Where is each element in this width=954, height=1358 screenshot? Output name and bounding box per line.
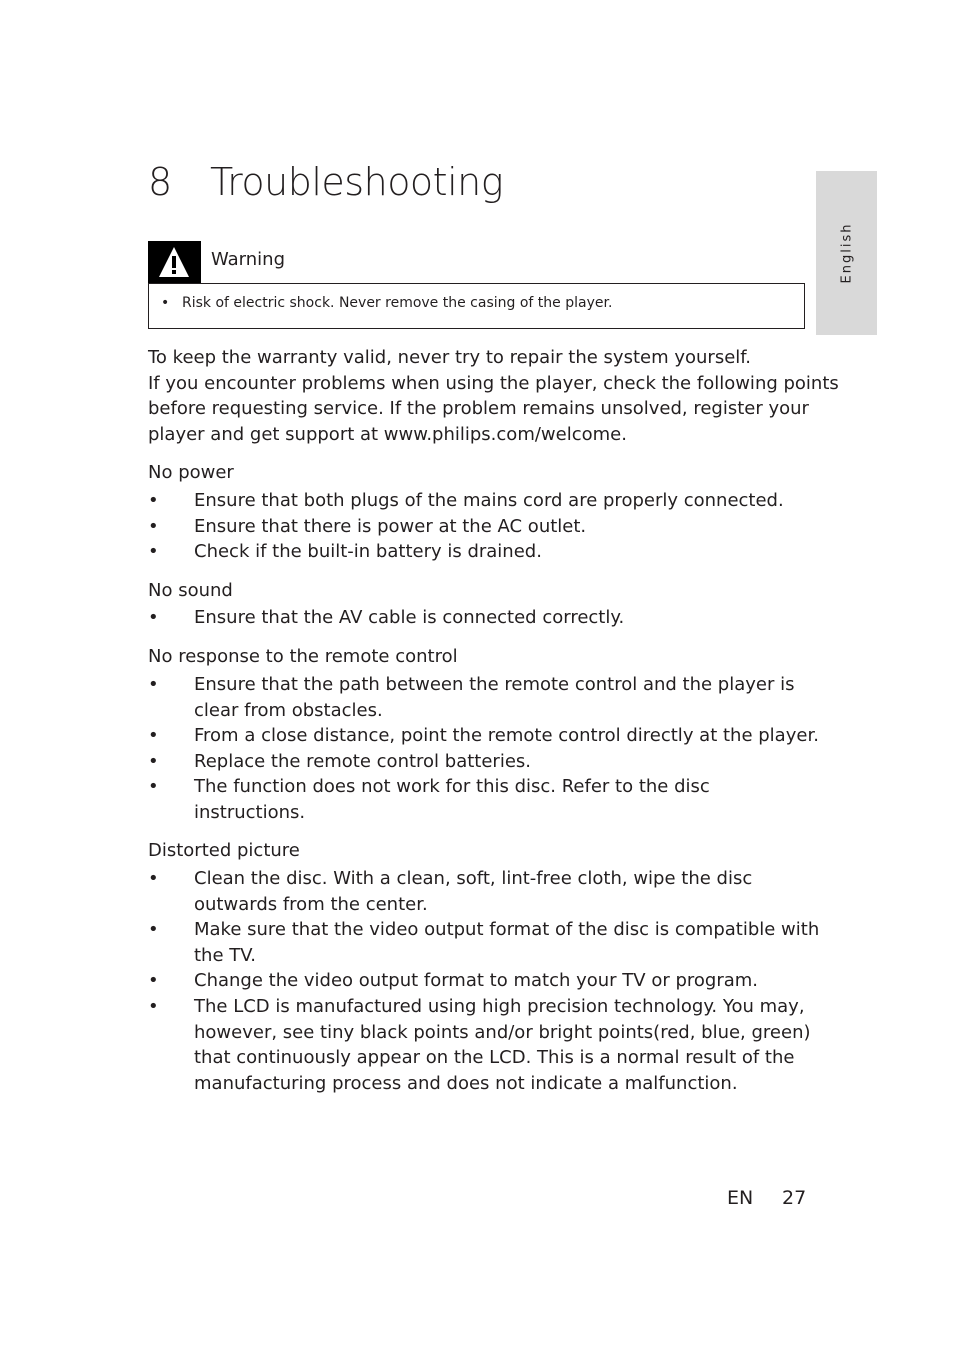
bullet: • xyxy=(148,674,159,695)
section-title-no-sound: No sound xyxy=(148,580,233,601)
intro-line: player and get support at www.philips.com/welcome. xyxy=(148,423,627,445)
list-item-text: instructions. xyxy=(194,801,306,823)
bullet: • xyxy=(148,515,159,537)
list-item-text: Change the video output format to match your TV or program. xyxy=(194,970,759,992)
bullet: • xyxy=(148,541,159,563)
list-item-text: Make sure that the video output format of the disc is compatible with xyxy=(194,919,820,941)
warning-item xyxy=(161,295,612,311)
list-item xyxy=(148,488,813,514)
language-tab-label: English xyxy=(839,222,854,284)
list-item-text: Ensure that both plugs of the mains cord are properly connected. xyxy=(194,490,784,511)
list-item xyxy=(148,994,813,1096)
list-item-text: Ensure that the AV cable is connected correctly. xyxy=(194,607,625,628)
bullet: • xyxy=(148,970,159,992)
intro-line: To keep the warranty valid, never try to repair the system yourself. xyxy=(148,347,752,368)
list-item xyxy=(148,866,813,917)
bullet: • xyxy=(148,919,159,941)
list-item-text: clear from obstacles. xyxy=(194,699,383,721)
list-item xyxy=(148,774,813,825)
bullet: • xyxy=(148,776,159,798)
warning-triangle-icon xyxy=(148,241,201,283)
warning-content xyxy=(148,283,805,329)
list-item xyxy=(148,968,813,994)
language-tab xyxy=(816,171,877,335)
list-item-text: outwards from the center. xyxy=(194,893,428,915)
list-no-power xyxy=(148,488,813,565)
list-no-sound xyxy=(148,605,813,631)
chapter-number: 8 xyxy=(148,160,172,204)
list-item xyxy=(148,749,813,775)
section-title-no-response: No response to the remote control xyxy=(148,646,458,667)
chapter-title-text: Troubleshooting xyxy=(210,160,504,204)
bullet: • xyxy=(148,490,159,511)
list-item-text: The LCD is manufactured using high precision technology. You may, xyxy=(194,995,805,1017)
list-item xyxy=(148,539,813,565)
list-item xyxy=(148,917,820,968)
bullet: • xyxy=(161,295,170,311)
list-item-text: however, see tiny black points and/or bright points(red, blue, green) xyxy=(194,1021,811,1043)
intro-line: before requesting service. If the problem remains unsolved, register your xyxy=(148,398,809,420)
list-item-text: From a close distance, point the remote control directly at the player. xyxy=(194,725,819,747)
list-distorted-picture xyxy=(148,866,820,1096)
warning-item-text: Risk of electric shock. Never remove the casing of the player. xyxy=(182,295,613,311)
list-item-text: Replace the remote control batteries. xyxy=(194,750,531,772)
bullet: • xyxy=(148,995,159,1017)
warning-header xyxy=(148,241,805,283)
list-item-text: manufacturing process and does not indicate a malfunction. xyxy=(194,1072,738,1094)
list-item-text: that continuously appear on the LCD. This is a normal result of the xyxy=(194,1047,795,1069)
list-item xyxy=(148,672,813,723)
list-item xyxy=(148,514,813,540)
intro-paragraph xyxy=(148,345,839,447)
list-item-text: The function does not work for this disc. Refer to the disc xyxy=(194,776,710,798)
bullet: • xyxy=(148,725,159,747)
chapter-title xyxy=(148,160,503,204)
warning-box xyxy=(148,241,805,329)
list-item-text: Ensure that the path between the remote control and the player is xyxy=(194,674,795,695)
list-no-response xyxy=(148,672,819,826)
list-item xyxy=(148,723,819,749)
list-item-text: Ensure that there is power at the AC outlet. xyxy=(194,515,587,537)
footer-language: EN xyxy=(727,1187,754,1209)
list-item-text: Check if the built-in battery is drained. xyxy=(194,541,542,563)
section-title-distorted-picture: Distorted picture xyxy=(148,840,300,861)
page-number: 27 xyxy=(782,1187,807,1209)
list-item-text: Clean the disc. With a clean, soft, lint-free cloth, wipe the disc xyxy=(194,868,753,889)
section-title-no-power: No power xyxy=(148,462,234,483)
bullet: • xyxy=(148,750,159,772)
list-item-text: the TV. xyxy=(194,944,256,966)
warning-label: Warning xyxy=(211,249,286,270)
bullet: • xyxy=(148,607,159,628)
intro-line: If you encounter problems when using the player, check the following points xyxy=(148,372,839,394)
list-item xyxy=(148,605,813,631)
bullet: • xyxy=(148,868,159,889)
